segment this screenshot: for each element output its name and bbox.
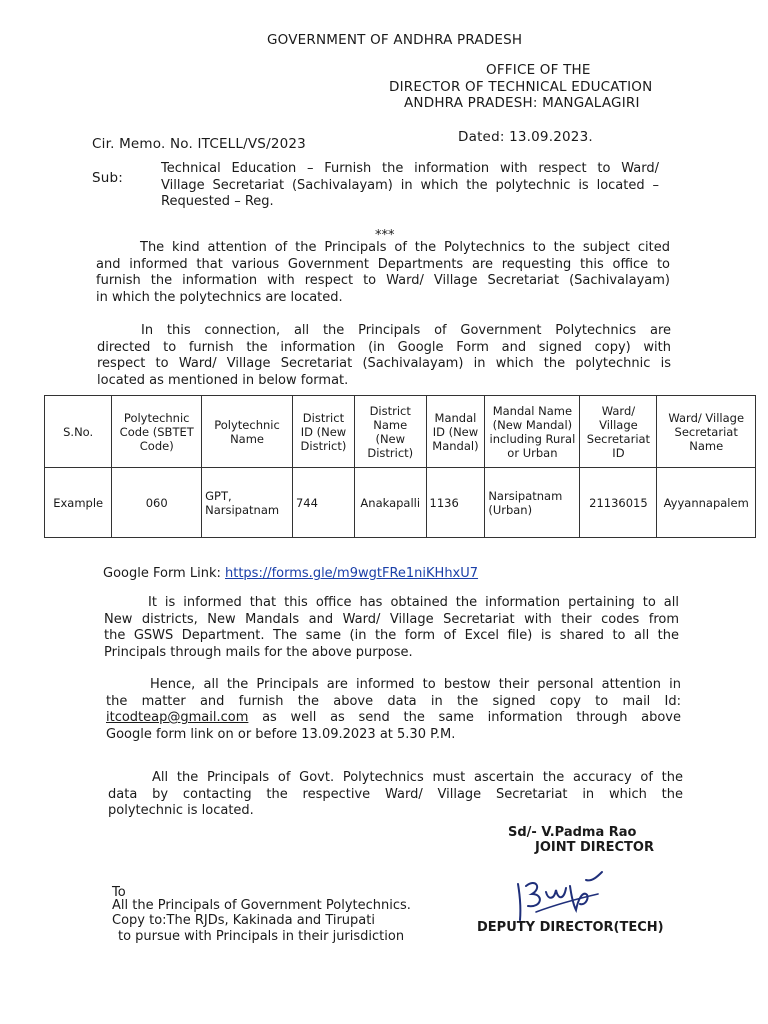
table-cell: 060 <box>112 468 202 538</box>
paragraph-line: located as mentioned in below format. <box>97 372 349 388</box>
to-label: To <box>112 885 126 900</box>
government-title: GOVERNMENT OF ANDHRA PRADESH <box>267 32 523 48</box>
table-cell: Ayyannapalem <box>657 468 756 538</box>
table-cell: Anakapalli <box>354 468 426 538</box>
subject-text <box>161 161 659 211</box>
paragraph-4 <box>106 677 681 743</box>
column-header: Mandal ID (New Mandal) <box>426 396 485 468</box>
column-header: S.No. <box>45 396 112 468</box>
column-header: Ward/ Village Secretariat ID <box>580 396 657 468</box>
paragraph-line: Google form link on or before 13.09.2023 at 5.30 P.M. <box>106 726 456 742</box>
recipient-line: to pursue with Principals in their jurisdiction <box>118 929 405 944</box>
paragraph-line: data by contacting the respective Ward/ Village Secretariat in which the <box>108 786 683 802</box>
table-row <box>45 468 756 538</box>
paragraph-line: directed to furnish the information (in Google Form and signed copy) with <box>97 339 671 355</box>
column-header: Polytechnic Name <box>202 396 293 468</box>
subject-line: Requested – Reg. <box>161 194 274 209</box>
paragraph-line <box>106 710 681 727</box>
subject-label: Sub: <box>92 170 124 186</box>
paragraph-line: in which the polytechnics are located. <box>96 289 343 305</box>
paragraph-line: The kind attention of the Principals of the Polytechnics to the subject cited <box>140 240 670 255</box>
paragraph-line: Hence, all the Principals are informed to bestow their personal attention in <box>150 677 681 692</box>
column-header: Mandal Name (New Mandal) including Rural or Urban <box>485 396 580 468</box>
google-form-line <box>103 566 478 582</box>
paragraph-line: All the Principals of Govt. Polytechnics must ascertain the accuracy of the <box>152 770 683 785</box>
paragraph-line: furnish the information with respect to Ward/ Village Secretariat (Sachivalayam) <box>96 273 670 288</box>
subject-line: Village Secretariat (Sachivalayam) in which the polytechnic is located – <box>161 177 659 193</box>
table-cell: Example <box>45 468 112 538</box>
handwritten-signature-icon <box>512 866 607 924</box>
paragraph-line: the matter and furnish the above data in the signed copy to mail Id: <box>106 693 681 709</box>
column-header: Ward/ Village Secretariat Name <box>657 396 756 468</box>
paragraph-line: New districts, New Mandals and Ward/ Village Secretariat with their codes from <box>104 611 679 627</box>
column-header: District Name (New District) <box>354 396 426 468</box>
paragraph-2 <box>97 323 671 389</box>
paragraph-line: It is informed that this office has obtained the information pertaining to all <box>148 595 679 610</box>
signatory-designation: JOINT DIRECTOR <box>535 840 654 855</box>
paragraph-line: and informed that various Government Departments are requesting this office to <box>96 256 670 272</box>
column-header: District ID (New District) <box>292 396 354 468</box>
table-header-row <box>45 396 756 468</box>
signatory-name: Sd/- V.Padma Rao <box>508 825 637 840</box>
deputy-director-title: DEPUTY DIRECTOR(TECH) <box>477 920 664 935</box>
recipient-line: All the Principals of Government Polytechnics. <box>112 898 411 913</box>
paragraph-line: polytechnic is located. <box>108 803 254 818</box>
paragraph-line: respect to Ward/ Village Secretariat (Sachivalayam) in which the polytechnic is <box>97 356 671 371</box>
memo-date: Dated: 13.09.2023. <box>458 129 593 145</box>
paragraph-line: the GSWS Department. The same (in the form of Excel file) is shared to all the <box>104 628 679 643</box>
paragraph-5 <box>108 770 683 820</box>
table-cell: 744 <box>292 468 354 538</box>
office-line-1: OFFICE OF THE <box>486 62 591 78</box>
table-cell: 1136 <box>426 468 485 538</box>
google-form-link[interactable]: https://forms.gle/m9wgtFRe1niKHhxU7 <box>225 566 479 581</box>
paragraph-1 <box>96 240 670 306</box>
email-link[interactable]: itcodteap@gmail.com <box>106 710 249 725</box>
memo-number: Cir. Memo. No. ITCELL/VS/2023 <box>92 136 306 152</box>
subject-line: Technical Education – Furnish the information with respect to Ward/ <box>161 161 659 176</box>
column-header: Polytechnic Code (SBTET Code) <box>112 396 202 468</box>
table-cell: GPT, Narsipatnam <box>202 468 293 538</box>
table-cell: Narsipatnam (Urban) <box>485 468 580 538</box>
format-table <box>44 395 756 538</box>
paragraph-line-rest: as well as send the same information through above <box>248 710 681 725</box>
office-line-3: ANDHRA PRADESH: MANGALAGIRI <box>404 95 640 111</box>
paragraph-line: In this connection, all the Principals of Government Polytechnics are <box>141 323 671 338</box>
copy-to-line: Copy to:The RJDs, Kakinada and Tirupati <box>112 913 375 928</box>
office-line-2: DIRECTOR OF TECHNICAL EDUCATION <box>389 79 653 95</box>
separator: *** <box>375 228 395 243</box>
paragraph-3 <box>104 595 679 661</box>
google-form-label: Google Form Link: <box>103 566 225 581</box>
table-cell: 21136015 <box>580 468 657 538</box>
paragraph-line: Principals through mails for the above purpose. <box>104 644 413 660</box>
